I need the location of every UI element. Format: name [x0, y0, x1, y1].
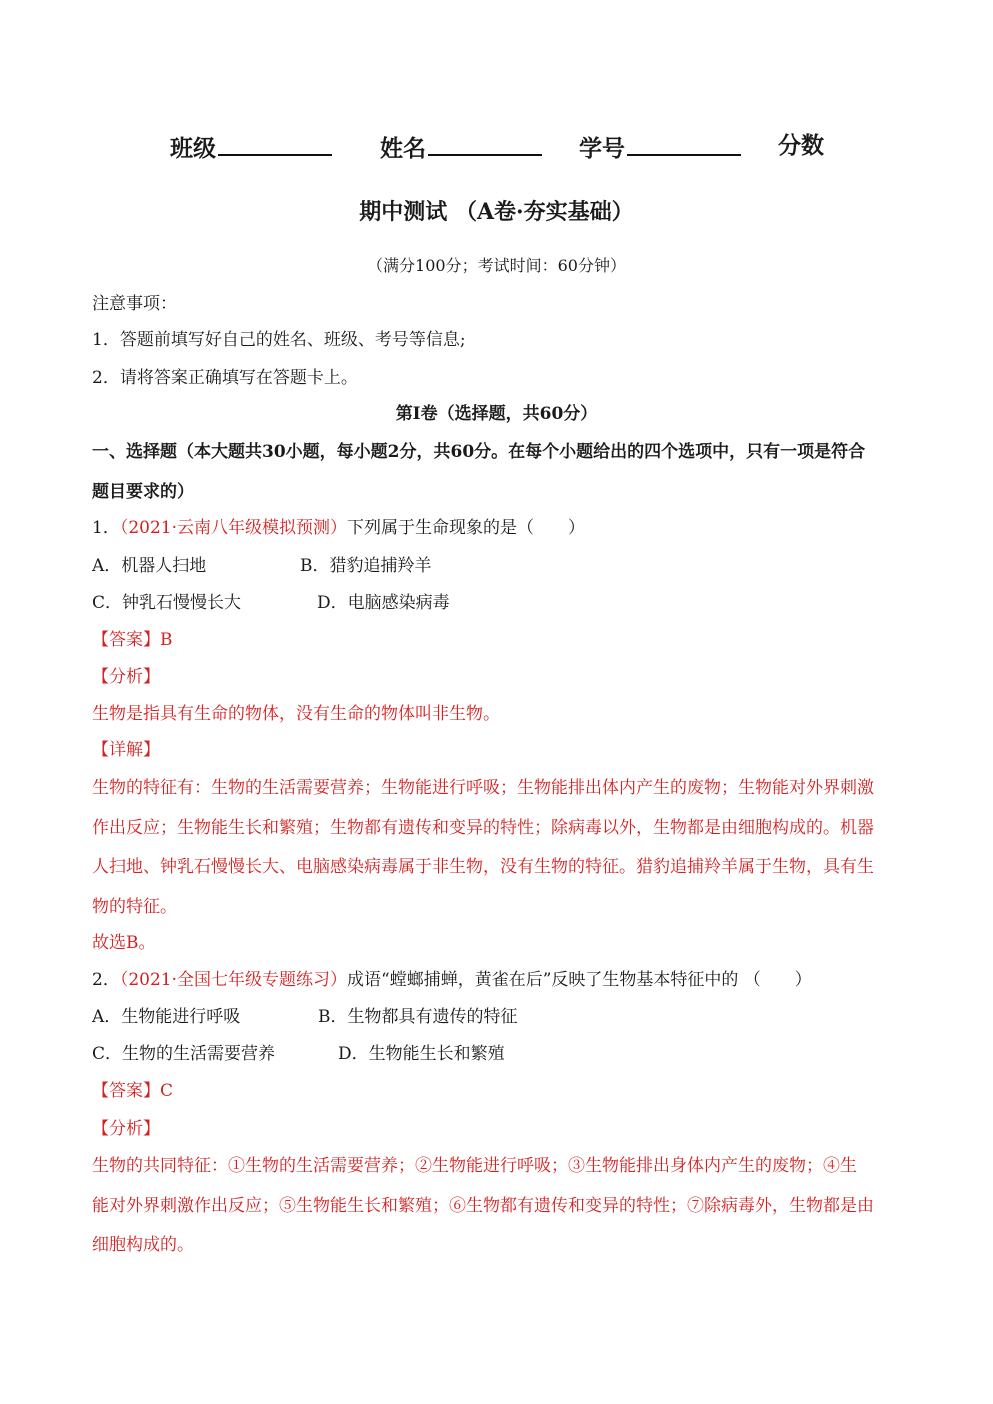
question-number: 2．: [92, 970, 120, 990]
question-2-options-row-1: [92, 1005, 901, 1029]
question-source: （2021·云南八年级模拟预测）: [119, 518, 347, 538]
question-1-conclusion: 故选B。: [92, 933, 156, 953]
question-2-analysis-line-3: 细胞构成的。: [92, 1235, 194, 1255]
question-1-detail-line-2: 作出反应；生物能生长和繁殖；生物都有遗传和变异的特性；除病毒以外，生物都是由细胞构成的。机器: [92, 818, 874, 838]
option-a: A．生物能进行呼吸: [92, 1007, 241, 1027]
class-blank[interactable]: [218, 128, 332, 156]
question-1-detail-label: 【详解】: [92, 740, 160, 760]
option-d: D．电脑感染病毒: [317, 593, 450, 613]
question-2-options-row-2: [92, 1042, 901, 1066]
option-c: C．钟乳石慢慢长大: [92, 593, 242, 613]
question-source: （2021·全国七年级专题练习）: [119, 970, 347, 990]
score-field: [778, 128, 824, 164]
option-a: A．机器人扫地: [92, 556, 207, 576]
name-blank[interactable]: [428, 128, 542, 156]
question-2-answer: 【答案】C: [92, 1081, 174, 1101]
notes-item-1: 1．答题前填写好自己的姓名、班级、考号等信息;: [92, 330, 466, 350]
class-field: [170, 128, 332, 167]
question-1-options-row-1: [92, 554, 901, 578]
option-d: D．生物能生长和繁殖: [338, 1044, 505, 1064]
question-text: 下列属于生命现象的是（ ）: [347, 518, 585, 538]
question-1-detail-line-4: 物的特征。: [92, 897, 177, 917]
question-1-analysis-label: 【分析】: [92, 667, 160, 687]
question-1-analysis: 生物是指具有生命的物体，没有生命的物体叫非生物。: [92, 704, 500, 724]
option-b: B．猎豹追捕羚羊: [300, 556, 432, 576]
question-1-options-row-2: [92, 591, 901, 615]
option-c: C．生物的生活需要营养: [92, 1044, 276, 1064]
name-label: 姓名: [380, 135, 426, 162]
class-label: 班级: [170, 135, 216, 162]
question-1-detail-line-1: 生物的特征有：生物的生活需要营养；生物能进行呼吸；生物能排出体内产生的废物；生物能对外界刺激: [92, 778, 874, 798]
notes-heading: 注意事项：: [92, 294, 177, 314]
option-b: B．生物都具有遗传的特征: [318, 1007, 518, 1027]
question-2-analysis-line-2: 能对外界刺激作出反应；⑤生物能生长和繁殖；⑥生物都有遗传和变异的特性；⑦除病毒外，生物都是由: [92, 1196, 874, 1216]
question-number: 1．: [92, 518, 120, 538]
part-instructions-line-1: 一、选择题（本大题共30小题，每小题2分，共60分。在每个小题给出的四个选项中，只有一项是符合: [92, 442, 866, 462]
question-1-answer: 【答案】B: [92, 630, 173, 650]
question-1-detail-line-3: 人扫地、钟乳石慢慢长大、电脑感染病毒属于非生物，没有生物的特征。猎豹追捕羚羊属于生物，具有生: [92, 857, 874, 877]
section-title: 第I卷（选择题，共60分）: [395, 404, 598, 424]
score-label: 分数: [778, 132, 824, 159]
student-id-label: 学号: [579, 135, 625, 162]
name-field: [380, 128, 542, 167]
part-instructions-line-2: 题目要求的）: [92, 482, 194, 502]
question-1-stem: [92, 516, 901, 540]
question-2-stem: [92, 968, 901, 992]
question-2-analysis-label: 【分析】: [92, 1119, 160, 1139]
student-id-blank[interactable]: [627, 128, 741, 156]
student-id-field: [579, 128, 741, 167]
exam-subtitle: （满分100分；考试时间：60分钟）: [367, 256, 626, 275]
notes-item-2: 2．请将答案正确填写在答题卡上。: [92, 368, 358, 388]
question-2-analysis-line-1: 生物的共同特征：①生物的生活需要营养；②生物能进行呼吸；③生物能排出身体内产生的废物；④生: [92, 1156, 857, 1176]
question-text: 成语“螳螂捕蝉，黄雀在后”反映了生物基本特征中的 （ ）: [347, 970, 812, 990]
exam-title: 期中测试 （A卷·夯实基础）: [359, 199, 634, 225]
